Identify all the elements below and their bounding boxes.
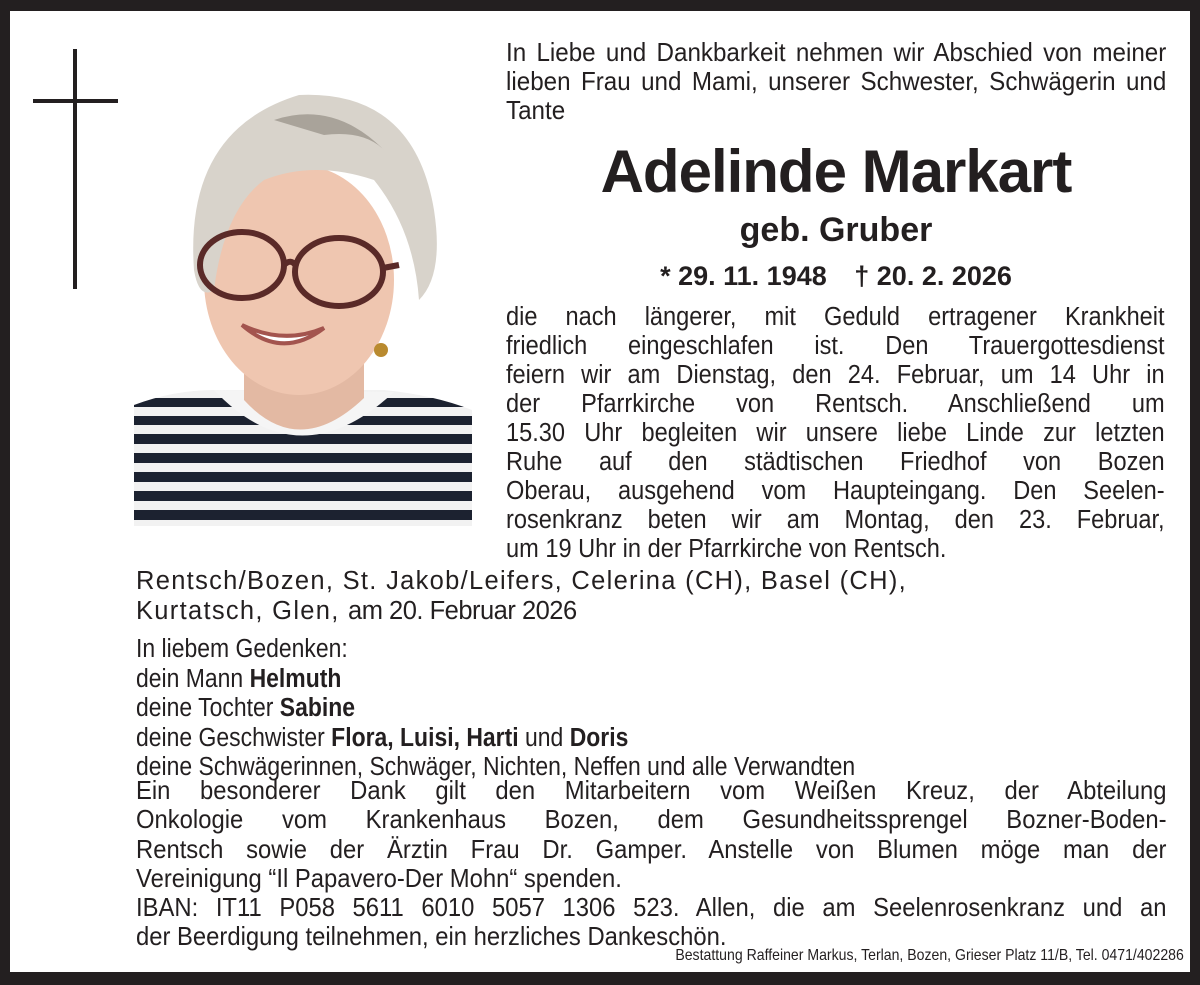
thanks-text bbox=[136, 776, 1167, 952]
text-line: Rentsch sowie der Ärztin Frau Dr. Gamper. Anstelle von Blumen möge man der bbox=[136, 833, 1167, 864]
relation-label: dein Mann bbox=[136, 664, 244, 693]
conjunction: und bbox=[525, 723, 564, 752]
text-line: rosenkranz beten wir am Montag, den 23. Februar, bbox=[506, 506, 1165, 534]
family-relatives: deine Schwägerinnen, Schwäger, Nichten, Neffen und alle Verwandten bbox=[136, 753, 856, 781]
relative-name: Doris bbox=[569, 723, 629, 752]
relative-name: Sabine bbox=[279, 694, 356, 722]
portrait-illustration bbox=[134, 60, 472, 526]
deceased-name: Adelinde Markart bbox=[600, 138, 1072, 205]
family-daughter bbox=[136, 694, 855, 724]
relative-name: Flora, Luisi, Harti bbox=[331, 723, 519, 752]
text-line: Vereinigung “Il Papavero-Der Mohn“ spenden. bbox=[136, 862, 622, 893]
text-line: die nach längerer, mit Geduld ertragener Krankheit bbox=[506, 303, 1165, 331]
text-line: Onkologie vom Krankenhaus Bozen, dem Gesundheitssprengel Bozner-Boden- bbox=[136, 804, 1167, 835]
text-line: 15.30 Uhr begleiten wir unsere liebe Linde zur letzten bbox=[506, 419, 1165, 447]
text-line: der Beerdigung teilnehmen, ein herzliches Dankeschön. bbox=[136, 921, 727, 952]
places-and-date bbox=[136, 566, 1136, 626]
birth-date: * 29. 11. 1948 bbox=[660, 261, 827, 291]
text-line: um 19 Uhr in der Pfarrkirche von Rentsch. bbox=[506, 535, 947, 563]
announcement-text bbox=[506, 303, 1165, 564]
text-line: friedlich eingeschlafen ist. Den Trauergottesdienst bbox=[506, 332, 1165, 360]
death-date: † 20. 2. 2026 bbox=[854, 261, 1012, 291]
family-husband bbox=[136, 665, 855, 695]
places-line: Rentsch/Bozen, St. Jakob/Leifers, Celerina (CH), Basel (CH), bbox=[136, 567, 908, 595]
text-line: feiern wir am Dienstag, den 24. Februar, um 14 Uhr in bbox=[506, 361, 1165, 389]
birth-name: geb. Gruber bbox=[739, 211, 933, 249]
text-line: Oberau, ausgehend vom Haupteingang. Den Seelen- bbox=[506, 477, 1165, 505]
relative-name: Helmuth bbox=[249, 664, 342, 693]
text-line: Ruhe auf den städtischen Friedhof von Bozen bbox=[506, 448, 1165, 476]
relation-label: deine Geschwister bbox=[136, 723, 325, 752]
family-list bbox=[136, 635, 855, 783]
family-heading: In liebem Gedenken: bbox=[136, 635, 348, 663]
text-line: Ein besonderer Dank gilt den Mitarbeitern vom Weißen Kreuz, der Abteilung bbox=[136, 775, 1167, 805]
cross-icon-bar bbox=[33, 99, 118, 103]
cross-icon bbox=[73, 49, 77, 289]
relation-label: deine Tochter bbox=[136, 694, 274, 722]
intro-text: In Liebe und Dankbarkeit nehmen wir Abschied von meiner lieben Frau und Mami, unserer Schwester, Schwägerin und Tante bbox=[506, 37, 1167, 125]
funeral-home-footer: Bestattung Raffeiner Markus, Terlan, Bozen, Grieser Platz 11/B, Tel. 0471/402286 bbox=[675, 947, 1184, 964]
text-line: der Pfarrkirche von Rentsch. Anschließend um bbox=[506, 390, 1165, 418]
life-dates bbox=[496, 258, 1176, 294]
portrait-photo bbox=[134, 60, 472, 526]
iban-line: IBAN: IT11 P058 5611 6010 5057 1306 523. Allen, die am Seelenrosenkranz und an bbox=[136, 892, 1167, 923]
family-siblings bbox=[136, 724, 855, 754]
notice-date: am 20. Februar 2026 bbox=[348, 597, 577, 625]
places-text: Kurtatsch, Glen, bbox=[136, 597, 340, 625]
places-line bbox=[136, 596, 1136, 626]
